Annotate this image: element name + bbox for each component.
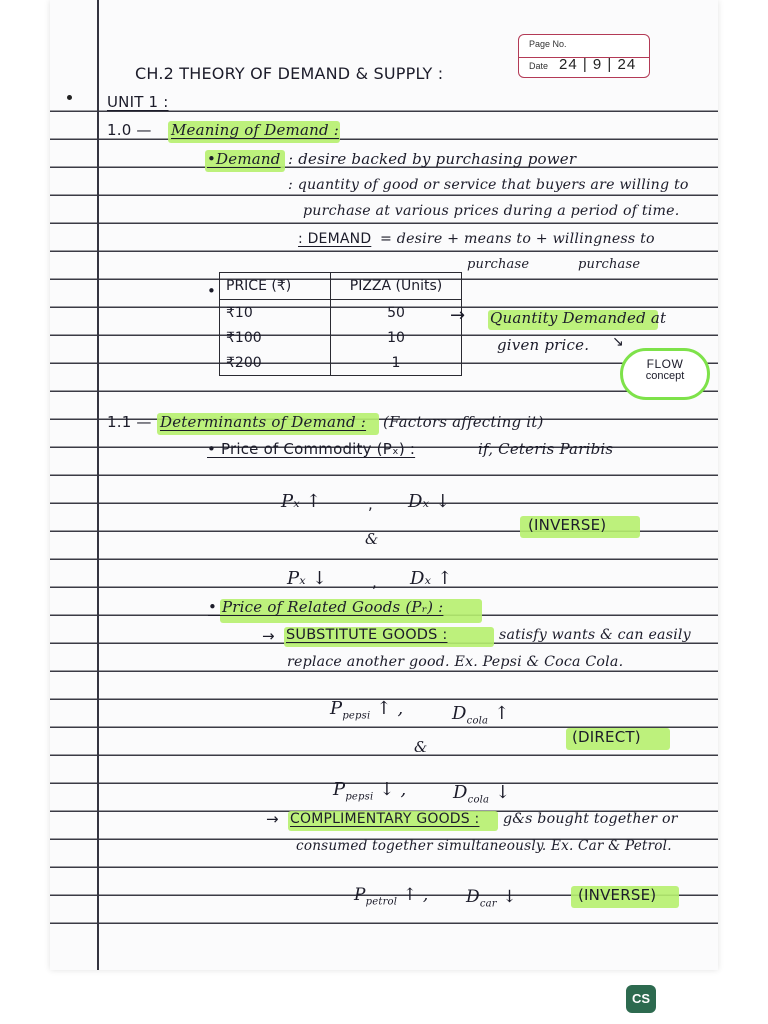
table-row (220, 350, 462, 376)
complimentary-def-2: consumed together simultaneously. Ex. Car & Petrol. (296, 838, 672, 854)
tick-arrow-icon: ↘ (612, 334, 624, 350)
arrow-icon: → (450, 305, 466, 326)
cloud-line-1: FLOW (646, 357, 684, 371)
unit-heading: UNIT 1 : (107, 93, 169, 111)
section-1-1-title: Determinants of Demand : (160, 413, 367, 431)
price-pizza-table (219, 272, 462, 376)
chapter-title: CH.2 THEORY OF DEMAND & SUPPLY : (135, 64, 444, 83)
arrow-icon: → (266, 810, 279, 828)
demand-word: •Demand (207, 150, 281, 168)
price-down: Pₓ ↓ (287, 568, 328, 589)
p-pepsi-up: $P_{pepsi}$ ↑ , (330, 698, 404, 722)
d-cola-down: $D_{cola}$ ↓ (453, 782, 511, 806)
section-1-1-subtitle: (Factors affecting it) (383, 413, 544, 431)
complimentary-goods-title: COMPLIMENTARY GOODS : (290, 811, 480, 827)
substitute-def-2: replace another good. Ex. Pepsi & Coca Cola. (287, 654, 624, 670)
page-date-box (518, 34, 650, 78)
p-pepsi-down: $P_{pepsi}$ ↓ , (333, 779, 407, 803)
page-no-label: Page No. (529, 39, 567, 49)
camscanner-logo: CS (626, 985, 656, 1013)
annotation-line-1: Quantity Demanded at (490, 309, 667, 327)
d-cola-up: $D_{cola}$ ↑ (452, 703, 510, 727)
substitute-def-1: satisfy wants & can easily (499, 627, 691, 643)
substitute-goods-title: SUBSTITUTE GOODS : (286, 627, 448, 643)
cloud-line-2: concept (645, 370, 685, 382)
date-label: Date (529, 61, 549, 71)
flow-concept-cloud (620, 348, 710, 400)
section-1-0-title: Meaning of Demand : (171, 121, 339, 139)
margin-line (97, 0, 99, 970)
complimentary-def-1: g&s bought together or (503, 811, 678, 827)
inverse-label: (INVERSE) (528, 516, 607, 534)
arrow-icon: → (262, 627, 275, 645)
date-value: 24 | 9 | 24 (559, 56, 637, 73)
demand-down: Dₓ ↓ (408, 491, 451, 512)
p-petrol-up: $P_{petrol}$ ↑ , (354, 885, 429, 908)
ceteris-paribus: if, Ceteris Paribis (478, 440, 614, 458)
table-header-units: PIZZA (Units) (331, 273, 462, 300)
table-row (220, 325, 462, 350)
comma: , (368, 495, 373, 513)
table-cell-price: ₹100 (220, 325, 331, 350)
table-cell-price: ₹10 (220, 300, 331, 326)
table-cell-price: ₹200 (220, 350, 331, 376)
demand-def-3-prefix: : DEMAND (298, 231, 372, 247)
section-1-1-number: 1.1 — (107, 413, 152, 431)
table-row (220, 300, 462, 326)
table-cell-units: 10 (331, 325, 462, 350)
direct-label: (DIRECT) (572, 728, 641, 746)
ampersand: & (365, 530, 379, 548)
demand-def-2b: purchase at various prices during a period of time. (303, 203, 680, 219)
price-up: Pₓ ↑ (281, 491, 322, 512)
annotation-line-2: given price. (497, 336, 590, 354)
demand-def-1: : desire backed by purchasing power (288, 150, 577, 168)
table-bullet: • (207, 282, 217, 300)
demand-up: Dₓ ↑ (410, 568, 453, 589)
table-cell-units: 1 (331, 350, 462, 376)
demand-def-2a: : quantity of good or service that buyers are willing to (288, 177, 689, 193)
section-1-0-number: 1.0 — (107, 121, 152, 139)
table-cell-units: 50 (331, 300, 462, 326)
demand-def-3-sub2: purchase (578, 257, 641, 272)
price-related-goods: • Price of Related Goods (Pᵣ) : (208, 598, 444, 616)
bullet-dot (67, 95, 72, 100)
price-of-commodity: • Price of Commodity (Pₓ) : (207, 440, 416, 458)
inverse-label: (INVERSE) (578, 886, 657, 904)
demand-def-3-sub1: purchase (467, 257, 530, 272)
table-header-price: PRICE (₹) (220, 273, 331, 300)
d-car-down: $D_{car}$ ↓ (466, 887, 517, 910)
ampersand: & (414, 738, 428, 756)
demand-def-3: = desire + means to + willingness to (380, 231, 655, 247)
comma: , (372, 573, 377, 591)
